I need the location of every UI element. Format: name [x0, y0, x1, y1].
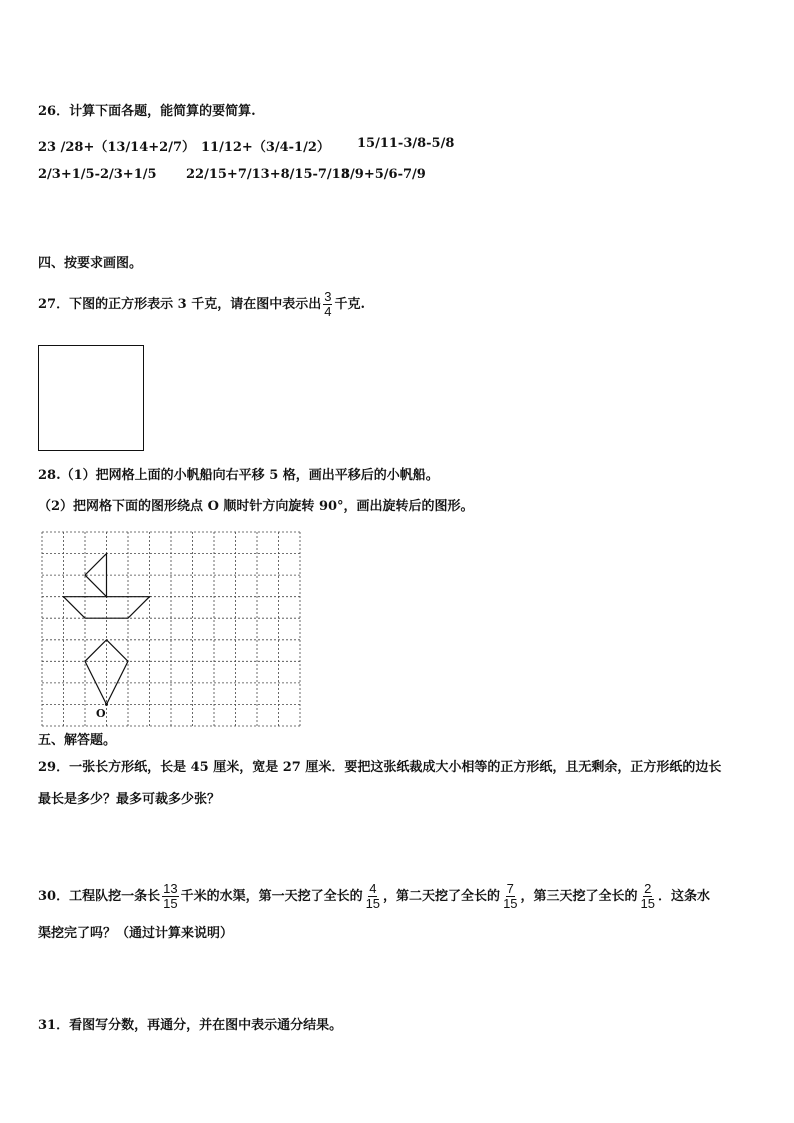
q30-fraction-1	[162, 882, 178, 911]
q26-expr-3: 15/11-3/8-5/8	[357, 136, 455, 151]
q26-expr-5: 22/15+7/13+8/15-7/13	[186, 167, 350, 182]
q26-expr-6: 8/9+5/6-7/9	[341, 167, 426, 182]
q26-expr-4: 2/3+1/5-2/3+1/5	[38, 167, 157, 182]
q30-fraction-2	[365, 882, 381, 911]
q27-text	[38, 288, 365, 322]
q26-expr-2: 11/12+（3/4-1/2）	[201, 140, 330, 155]
q30-fraction-4-numerator: 2	[644, 881, 652, 896]
q30-text-2: 千米的水渠，第一天挖了全长的	[180, 889, 363, 904]
q27-fraction	[323, 290, 332, 319]
q31-text: 31．看图写分数，再通分，并在图中表示通分结果。	[38, 1018, 343, 1033]
q26-title: 26．计算下面各题，能简算的要简算.	[38, 104, 256, 119]
q30-fraction-1-numerator: 13	[163, 881, 178, 896]
q27-suffix: 千克.	[334, 297, 365, 312]
q30-fraction-4-denominator: 15	[640, 896, 656, 911]
section-5-heading: 五、解答题。	[38, 733, 117, 748]
q30-fraction-2-numerator: 4	[369, 881, 377, 896]
q30-fraction-1-denominator: 15	[163, 896, 178, 911]
q26-expr-1: 23 /28+（13/14+2/7）	[38, 140, 196, 155]
q30-fraction-2-denominator: 15	[365, 896, 381, 911]
point-o-marker	[105, 703, 108, 706]
sailboat-hull	[64, 597, 150, 619]
q30-text-1: 30．工程队挖一条长	[38, 889, 161, 904]
q30-text-3: ，第二天挖了全长的	[383, 889, 501, 904]
q30-fraction-3	[502, 882, 518, 911]
grid-lines	[42, 532, 300, 726]
q29-line-1: 29．一张长方形纸，长是 45 厘米，宽是 27 厘米．要把这张纸裁成大小相等的正方形纸，且无剩余，正方形纸的边长	[38, 760, 722, 775]
q30-fraction-3-denominator: 15	[503, 896, 518, 911]
q27-prefix: 27．下图的正方形表示 3 千克，请在图中表示出	[38, 297, 322, 312]
q30-fraction-3-numerator: 7	[506, 881, 514, 896]
section-4-heading: 四、按要求画图。	[38, 256, 143, 271]
point-o-label: O	[96, 707, 106, 720]
q30-fraction-4	[640, 882, 656, 911]
q29-line-2: 最长是多少？最多可裁多少张？	[38, 792, 221, 807]
q27-square	[38, 345, 144, 451]
q27-fraction-numerator: 3	[324, 289, 332, 304]
q28-grid	[41, 531, 301, 727]
q27-fraction-denominator: 4	[324, 304, 332, 319]
q28-line-2: （2）把网格下面的图形绕点 O 顺时针方向旋转 90°，画出旋转后的图形。	[38, 499, 474, 514]
q30-text-5: ．这条水	[658, 889, 711, 904]
q28-line-1: 28.（1）把网格上面的小帆船向右平移 5 格，画出平移后的小帆船。	[38, 468, 439, 483]
q30-line-1	[38, 877, 710, 917]
q30-text-4: ，第三天挖了全长的	[520, 889, 638, 904]
q30-line-2: 渠挖完了吗？（通过计算来说明）	[38, 926, 234, 941]
